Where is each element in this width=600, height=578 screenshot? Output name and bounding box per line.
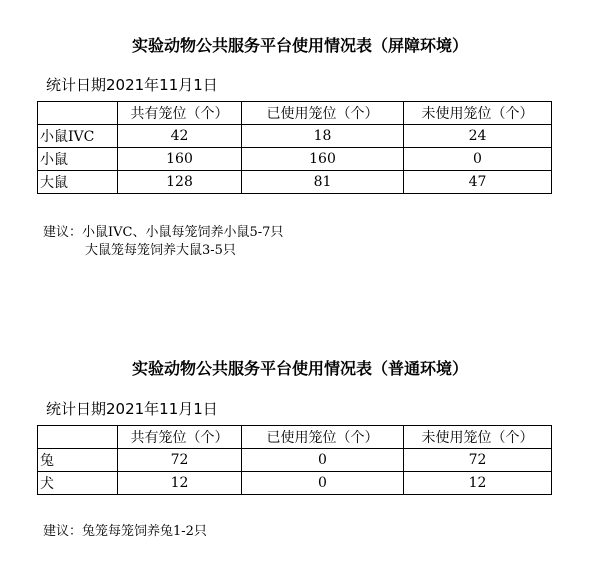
table-row [38,449,552,472]
cell-used: 160 [242,148,404,171]
section1-table [37,101,552,194]
row-label: 小鼠IVC [38,125,118,148]
cell-used: 81 [242,171,404,194]
header-cell-blank [38,426,118,449]
cell-unused: 12 [404,472,552,495]
table-row [38,125,552,148]
table-header-row [38,102,552,125]
section1-date: 统计日期2021年11月1日 [46,76,218,94]
header-cell-used: 已使用笼位（个） [242,102,404,125]
cell-total: 72 [118,449,242,472]
header-cell-used: 已使用笼位（个） [242,426,404,449]
cell-total: 12 [118,472,242,495]
table-row [38,148,552,171]
note-line: 大鼠笼每笼饲养大鼠3-5只 [85,243,236,258]
cell-used: 0 [242,449,404,472]
cell-used: 18 [242,125,404,148]
cell-total: 160 [118,148,242,171]
row-label: 大鼠 [38,171,118,194]
cell-total: 42 [118,125,242,148]
section2-note [43,523,207,541]
section2-table [37,425,552,495]
cell-unused: 72 [404,449,552,472]
header-cell-unused: 未使用笼位（个） [404,102,552,125]
header-cell-unused: 未使用笼位（个） [404,426,552,449]
section1-title: 实验动物公共服务平台使用情况表（屏障环境） [131,36,468,55]
header-cell-total: 共有笼位（个） [118,426,242,449]
cell-used: 0 [242,472,404,495]
section1-note [43,224,283,260]
row-label: 小鼠 [38,148,118,171]
row-label: 兔 [38,449,118,472]
section2-date: 统计日期2021年11月1日 [46,400,218,418]
section2-title: 实验动物公共服务平台使用情况表（普通环境） [131,359,468,378]
cell-unused: 0 [404,148,552,171]
table-header-row [38,426,552,449]
header-cell-blank [38,102,118,125]
cell-unused: 24 [404,125,552,148]
note-line: 建议：兔笼每笼饲养兔1-2只 [43,524,207,539]
row-label: 犬 [38,472,118,495]
header-cell-total: 共有笼位（个） [118,102,242,125]
table-row [38,171,552,194]
note-line: 建议：小鼠IVC、小鼠每笼饲养小鼠5-7只 [43,225,284,240]
cell-unused: 47 [404,171,552,194]
cell-total: 128 [118,171,242,194]
table-row [38,472,552,495]
